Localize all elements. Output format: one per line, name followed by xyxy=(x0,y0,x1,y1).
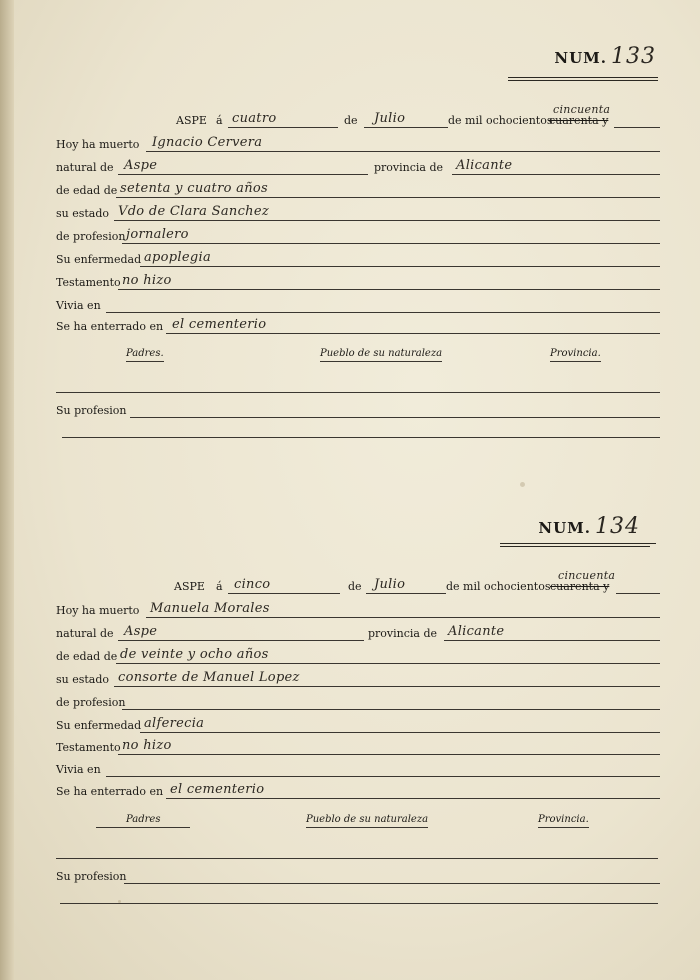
muerto-value: Ignacio Cervera xyxy=(152,135,263,150)
natural-value: Aspe xyxy=(124,624,158,639)
padres-heading: Padres. xyxy=(126,348,164,362)
provincia-heading: Provincia. xyxy=(550,348,601,362)
year-line xyxy=(616,593,660,594)
testamento-line xyxy=(118,289,660,290)
provincia-label: provincia de xyxy=(374,161,444,174)
estado-value: Vdo de Clara Sanchez xyxy=(118,204,269,219)
muerto-label: Hoy ha muerto xyxy=(56,604,140,617)
vivia-line xyxy=(106,776,660,777)
padres-line xyxy=(56,858,658,859)
a-label: á xyxy=(216,580,223,593)
date-row xyxy=(56,569,660,596)
natural-label: natural de xyxy=(56,161,114,174)
enfermedad-line xyxy=(140,732,660,733)
su-profesion-line xyxy=(124,883,660,884)
vivia-label: Vivia en xyxy=(56,763,101,776)
natural-line xyxy=(118,640,364,641)
estado-row xyxy=(56,203,660,223)
enterrado-line xyxy=(166,798,660,799)
binding-gutter xyxy=(0,0,14,980)
date-row xyxy=(56,103,660,130)
edad-line xyxy=(116,663,660,664)
a-label: á xyxy=(216,114,223,127)
edad-line xyxy=(116,197,660,198)
enfermedad-label: Su enfermedad xyxy=(56,719,142,732)
record-end-line xyxy=(60,903,658,904)
enfermedad-row xyxy=(56,249,660,269)
record-number-underline xyxy=(508,77,658,78)
record-number xyxy=(538,514,640,539)
provincia-value: Alicante xyxy=(456,158,513,173)
month-value: Julio xyxy=(374,577,406,592)
enfermedad-row xyxy=(56,715,660,735)
year-line xyxy=(614,127,660,128)
padres-heading: Padres xyxy=(96,814,190,828)
natural-row xyxy=(56,157,660,177)
enfermedad-value: apoplegia xyxy=(144,250,212,265)
provincia-line xyxy=(444,640,660,641)
natural-value: Aspe xyxy=(124,158,158,173)
record-number-value: 133 xyxy=(611,44,656,69)
pueblo-heading: Pueblo de su naturaleza xyxy=(320,348,442,362)
enterrado-row xyxy=(56,781,660,801)
testamento-label: Testamento xyxy=(56,741,121,754)
enterrado-label: Se ha enterrado en xyxy=(56,785,164,798)
provincia-label: provincia de xyxy=(368,627,438,640)
edad-value: setenta y cuatro años xyxy=(120,181,268,196)
natural-line xyxy=(118,174,368,175)
su-profesion-row xyxy=(56,400,660,420)
day-value: cuatro xyxy=(232,111,277,126)
muerto-label: Hoy ha muerto xyxy=(56,138,140,151)
estado-row xyxy=(56,669,660,689)
day-value: cinco xyxy=(234,577,271,592)
vivia-row xyxy=(56,759,660,779)
muerto-line xyxy=(146,151,660,152)
enterrado-value: el cementerio xyxy=(170,782,265,797)
estado-line xyxy=(114,220,660,221)
record-number-label: NUM. xyxy=(538,519,591,537)
testamento-line xyxy=(118,754,660,755)
natural-label: natural de xyxy=(56,627,114,640)
year-struck: cuarenta y xyxy=(550,580,610,593)
profesion-line xyxy=(122,709,660,710)
su-profesion-label: Su profesion xyxy=(56,404,127,417)
enterrado-line xyxy=(166,333,660,334)
profesion-value: jornalero xyxy=(126,227,189,242)
vivia-label: Vivia en xyxy=(56,299,101,312)
year-struck: cuarenta y xyxy=(549,114,609,127)
muerto-row xyxy=(56,600,660,620)
padres-line xyxy=(56,392,660,393)
su-profesion-label: Su profesion xyxy=(56,870,127,883)
year-prefix: de mil ochocientos xyxy=(448,114,553,127)
testamento-value: no hizo xyxy=(122,738,172,753)
testamento-value: no hizo xyxy=(122,273,172,288)
year-prefix: de mil ochocientos xyxy=(446,580,551,593)
profesion-row xyxy=(56,692,660,712)
enterrado-row xyxy=(56,316,660,336)
year-correction: cincuenta xyxy=(553,103,611,116)
provincia-value: Alicante xyxy=(448,624,505,639)
testamento-row xyxy=(56,272,660,292)
month-value: Julio xyxy=(374,111,406,126)
record-number-label: NUM. xyxy=(554,49,607,67)
pueblo-heading: Pueblo de su naturaleza xyxy=(306,814,428,828)
month-line xyxy=(364,127,448,128)
day-line xyxy=(228,593,340,594)
estado-value: consorte de Manuel Lopez xyxy=(118,670,300,685)
de-label: de xyxy=(348,580,362,593)
provincia-heading: Provincia. xyxy=(538,814,589,828)
profesion-row xyxy=(56,226,660,246)
estado-line xyxy=(114,686,660,687)
record-end-line xyxy=(62,437,660,438)
de-label: de xyxy=(344,114,358,127)
enfermedad-line xyxy=(140,266,660,267)
testamento-row xyxy=(56,737,660,757)
place-label: ASPE xyxy=(174,580,205,593)
place-label: ASPE xyxy=(176,114,207,127)
enfermedad-label: Su enfermedad xyxy=(56,253,142,266)
provincia-line xyxy=(452,174,660,175)
su-profesion-line xyxy=(130,417,660,418)
record-number xyxy=(554,44,656,69)
vivia-row xyxy=(56,295,660,315)
record-number-value: 134 xyxy=(595,514,640,539)
enterrado-value: el cementerio xyxy=(172,317,267,332)
edad-label: de edad de xyxy=(56,650,118,663)
enterrado-label: Se ha enterrado en xyxy=(56,320,164,333)
edad-label: de edad de xyxy=(56,184,118,197)
edad-value: de veinte y ocho años xyxy=(120,647,269,662)
edad-row xyxy=(56,646,660,666)
profesion-label: de profesion xyxy=(56,230,126,243)
testamento-label: Testamento xyxy=(56,276,121,289)
estado-label: su estado xyxy=(56,673,110,686)
natural-row xyxy=(56,623,660,643)
estado-label: su estado xyxy=(56,207,110,220)
vivia-line xyxy=(106,312,660,313)
profesion-label: de profesion xyxy=(56,696,126,709)
muerto-line xyxy=(146,617,660,618)
su-profesion-row xyxy=(56,866,660,886)
enfermedad-value: alferecia xyxy=(144,716,205,731)
record-number-underline xyxy=(500,543,656,544)
day-line xyxy=(228,127,338,128)
muerto-row xyxy=(56,134,660,154)
month-line xyxy=(366,593,446,594)
paper-stain xyxy=(520,482,525,487)
edad-row xyxy=(56,180,660,200)
profesion-line xyxy=(122,243,660,244)
muerto-value: Manuela Morales xyxy=(150,601,270,616)
year-correction: cincuenta xyxy=(558,569,616,582)
